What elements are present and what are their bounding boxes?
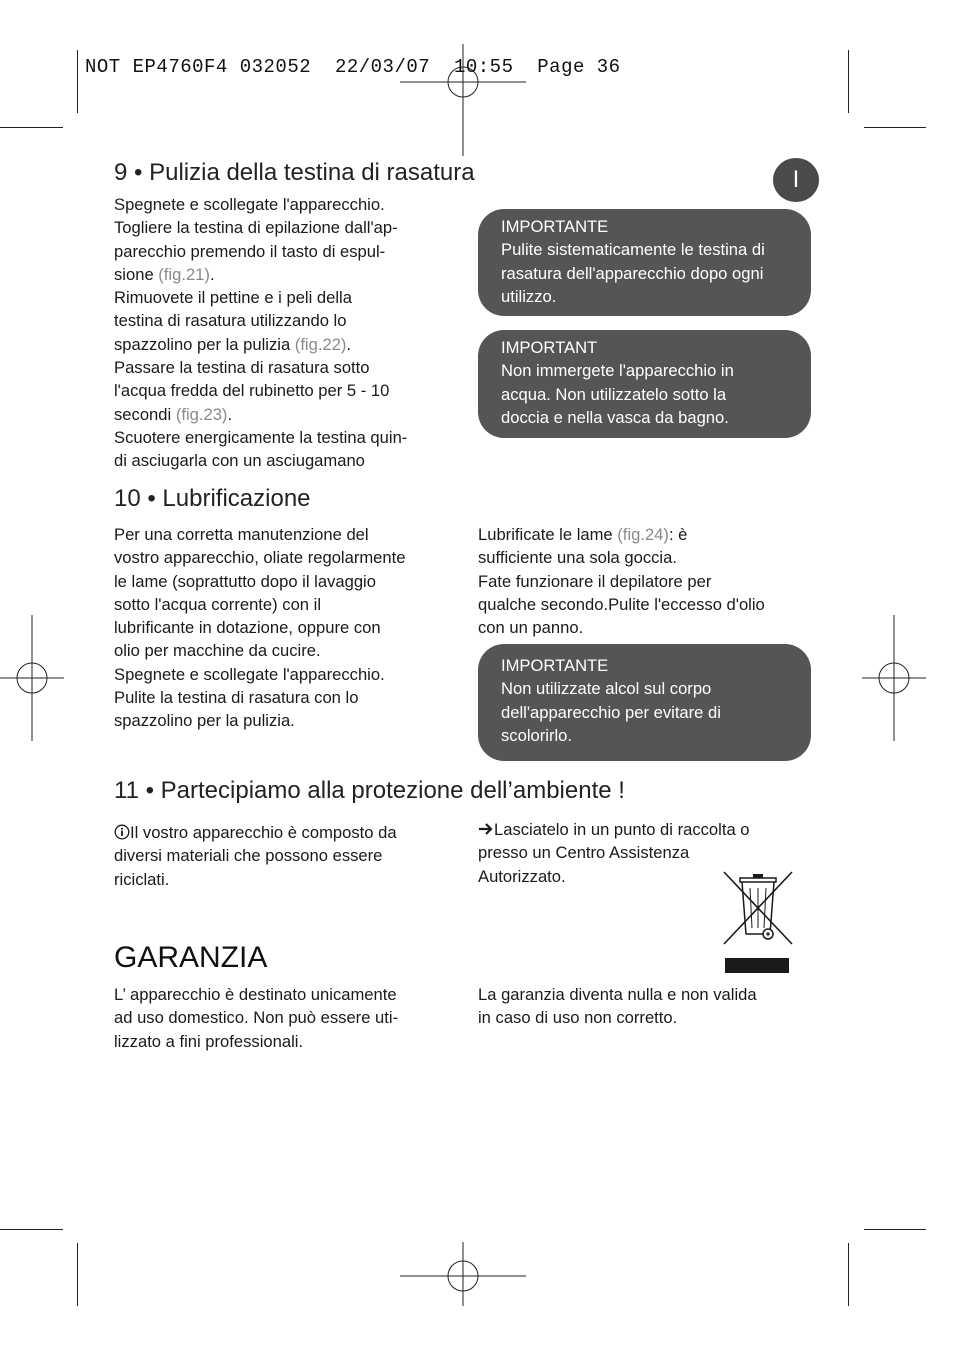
print-slug: NOT EP4760F4 032052 22/03/07 10:55 Page 36 <box>85 56 621 78</box>
section-title-lubrication: 10 • Lubrificazione <box>114 485 311 512</box>
text-line: lubrificante in dotazione, oppure con <box>114 618 381 638</box>
text-line: le lame (soprattutto dopo il lavaggio <box>114 571 376 591</box>
text-line: Spegnete e scollegate l'apparecchio. <box>114 195 385 214</box>
crop-mark <box>864 1229 926 1230</box>
figure-reference: (fig.22) <box>294 334 347 354</box>
text-line: lizzato a fini professionali. <box>114 1031 304 1051</box>
text-line: riciclati. <box>114 869 170 889</box>
crop-mark <box>0 127 63 128</box>
text-line: spazzolino per la pulizia. <box>114 711 295 731</box>
text-line: in caso di uso non corretto. <box>478 1008 678 1028</box>
crossed-bin-icon <box>720 868 796 948</box>
info-icon <box>114 824 130 840</box>
text-line: Spegnete e scollegate l'apparecchio. <box>114 664 385 684</box>
text-line <box>478 818 818 841</box>
text-line: L’ apparecchio è destinato unicamente <box>114 985 397 1004</box>
text-run: secondi <box>114 404 176 424</box>
warranty-left-column <box>114 983 464 1053</box>
crop-mark <box>848 1243 849 1306</box>
text-line: l'acqua fredda del rubinetto per 5 - 10 <box>114 381 390 401</box>
important-note-alcohol <box>478 644 811 761</box>
note-line: Non immergete l'apparecchio in <box>501 361 734 381</box>
figure-reference: (fig.23) <box>175 404 228 424</box>
text-run: : è <box>668 525 688 544</box>
lubrication-left-column <box>114 523 464 733</box>
crop-mark <box>864 127 926 128</box>
text-line: Scuotere energicamente la testina quin- <box>114 427 408 447</box>
note-title: IMPORTANT <box>501 338 598 357</box>
language-badge: I <box>773 158 819 202</box>
arrow-right-icon <box>478 822 494 836</box>
note-line: acqua. Non utilizzatelo sotto la <box>501 384 727 404</box>
text-line: parecchio premendo il tasto di espul- <box>114 241 386 261</box>
text-line <box>114 821 464 844</box>
important-note-water <box>478 330 811 438</box>
text-line: qualche secondo.Pulite l'eccesso d'olio <box>478 594 765 614</box>
weee-bar <box>725 958 789 973</box>
warranty-title: GARANZIA <box>114 941 268 974</box>
text-line <box>114 333 464 356</box>
registration-mark-icon <box>400 1242 526 1306</box>
text-line: diversi materiali che possono essere <box>114 846 383 866</box>
text-line: con un panno. <box>478 618 584 638</box>
text-line: di asciugarla con un asciugamano <box>114 451 365 471</box>
text-line: Togliere la testina di epilazione dall'ap- <box>114 218 398 238</box>
text-run: . <box>346 334 352 354</box>
text-run: sione <box>114 264 159 284</box>
text-line: Per una corretta manutenzione del <box>114 525 369 544</box>
text-line: Passare la testina di rasatura sotto <box>114 358 370 378</box>
text-line: La garanzia diventa nulla e non valida <box>478 985 757 1004</box>
section-title-environment: 11 • Partecipiamo alla protezione dell’ambiente ! <box>114 777 625 804</box>
important-note-cleaning <box>478 209 811 316</box>
cleaning-instructions <box>114 193 464 473</box>
note-line: scolorirlo. <box>501 725 573 745</box>
lubrication-right-column <box>478 523 818 639</box>
note-line: rasatura dell'apparecchio dopo ogni <box>501 263 764 283</box>
figure-reference: (fig.24) <box>617 525 669 544</box>
text-line: sotto l'acqua corrente) con il <box>114 594 322 614</box>
note-title: IMPORTANTE <box>501 656 609 675</box>
text-line: presso un Centro Assistenza <box>478 843 690 863</box>
text-line <box>114 263 464 286</box>
text-line: testina di rasatura utilizzando lo <box>114 311 347 331</box>
text-line: Pulite la testina di rasatura con lo <box>114 688 359 708</box>
text-line: Autorizzato. <box>478 866 566 886</box>
registration-mark-icon <box>0 615 64 741</box>
note-line: dell'apparecchio per evitare di <box>501 702 721 722</box>
crop-mark <box>77 50 78 113</box>
note-line: doccia e nella vasca da bagno. <box>501 407 729 427</box>
text-line: Rimuovete il pettine e i peli della <box>114 288 352 308</box>
section-title-cleaning: 9 • Pulizia della testina di rasatura <box>114 159 475 186</box>
crop-mark <box>77 1243 78 1306</box>
warranty-right-column <box>478 983 818 1030</box>
text-line: vostro apparecchio, oliate regolarmente <box>114 548 406 568</box>
text-line <box>478 523 818 546</box>
text-line: Fate funzionare il depilatore per <box>478 571 712 591</box>
note-title: IMPORTANTE <box>501 217 609 236</box>
text-run: . <box>227 404 233 424</box>
crop-mark <box>0 1229 63 1230</box>
text-run: Lasciatelo in un punto di raccolta o <box>494 820 750 839</box>
text-line: sufficiente una sola goccia. <box>478 548 677 568</box>
text-line: ad uso domestico. Non può essere uti- <box>114 1008 399 1028</box>
note-line: Pulite sistematicamente le testina di <box>501 240 765 260</box>
registration-mark-icon <box>862 615 926 741</box>
note-line: utilizzo. <box>501 286 557 306</box>
figure-reference: (fig.21) <box>158 264 210 284</box>
note-line: Non utilizzate alcol sul corpo <box>501 679 712 699</box>
text-run: spazzolino per la pulizia <box>114 334 295 354</box>
text-run: Lubrificate le lame <box>478 525 618 544</box>
text-run: . <box>209 264 215 284</box>
text-run: Il vostro apparecchio è composto da <box>130 823 397 842</box>
text-line: olio per macchine da cucire. <box>114 641 321 661</box>
text-line <box>114 403 464 426</box>
environment-left-column <box>114 821 464 891</box>
crop-mark <box>848 50 849 113</box>
